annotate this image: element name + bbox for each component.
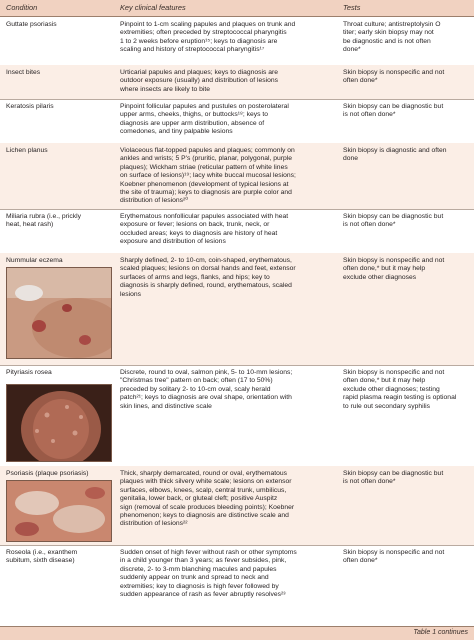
features-cell: Sharply defined, 2- to 10-cm, coin-shaped, erythematous, scaled plaques; lesions on dorsal hands and feet, extensor surfaces of arms and legs, flanks, and hips; key to diagnosis is sharply defined, round, erythematous, scaled lesions <box>120 257 296 298</box>
features-cell: Pinpoint to 1-cm scaling papules and plaques on trunk and extremities; often preceded by streptococcal pharyngitis 1 to 2 weeks before eruption¹⁵; keys to diagnosis are scaling and history of streptococcal pharyngitis¹⁷ <box>120 21 296 54</box>
header-condition: Condition <box>6 3 38 12</box>
header-tests: Tests <box>343 3 361 12</box>
table-header <box>0 0 474 17</box>
condition-cell: Lichen planus <box>6 147 48 154</box>
features-cell: Discrete, round to oval, salmon pink, 5- to 10-mm lesions; "Christmas tree" pattern on back; often (17 to 50%) preceded by solitary 2- to 10-cm oval, scaly herald patch²¹; keys to diagnosis are oval shape, orientation with skin lines, and distinctive scale <box>120 369 293 410</box>
features-cell: Erythematous nonfollicular papules associated with heat exposure or fever; lesions on back, trunk, neck, or occluded areas; keys to diagnosis are history of heat exposure and distribution of lesions <box>120 213 289 246</box>
table-continues-note: Table 1 continues <box>413 629 468 636</box>
tests-cell: Skin biopsy can be diagnostic but is not often done* <box>343 213 444 229</box>
table-row <box>0 143 474 210</box>
table-row <box>0 365 474 467</box>
tests-cell: Skin biopsy is diagnostic and often done <box>343 147 447 163</box>
condition-cell: Nummular eczema <box>6 257 63 264</box>
table-row <box>0 65 474 100</box>
tests-cell: Skin biopsy can be diagnostic but is not often done* <box>343 103 444 119</box>
condition-cell: Insect bites <box>6 69 41 76</box>
tests-cell: Skin biopsy is nonspecific and not often done* <box>343 549 445 565</box>
tests-cell: Skin biopsy is nonspecific and not often done,* but it may help exclude other diagnoses; testing rapid plasma reagin testing is optional to rule out secondary syphilis <box>343 369 457 410</box>
tests-cell: Skin biopsy is nonspecific and not often done* <box>343 69 445 85</box>
condition-cell: Psoriasis (plaque psoriasis) <box>6 470 89 477</box>
condition-cell: Pityriasis rosea <box>6 369 52 376</box>
features-cell: Violaceous flat-topped papules and plaques; commonly on ankles and wrists; 5 P's (pruritic, planar, polygonal, purple plaques); Wickham striae (reticular pattern of white lines on surface of lesions)¹⁹; lacy white buccal mucosal lesions; Koebner phenomenon (development of typical lesions at the site of trauma); keys to diagnosis are purple color and distribution of lesions²⁰ <box>120 147 296 205</box>
table-row <box>0 209 474 254</box>
features-cell: Urticarial papules and plaques; keys to diagnosis are outdoor exposure (usually) and distribution of lesions where insects are likely to bite <box>120 69 278 93</box>
table-row <box>0 17 474 66</box>
table-row <box>0 99 474 144</box>
header-key-clinical-features: Key clinical features <box>120 3 186 12</box>
tests-cell: Skin biopsy is nonspecific and not often done,* but it may help exclude other diagnoses <box>343 257 445 281</box>
table-row <box>0 545 474 626</box>
tests-cell: Skin biopsy can be diagnostic but is not often done* <box>343 470 444 486</box>
condition-cell: Keratosis pilaris <box>6 103 54 110</box>
features-cell: Thick, sharply demarcated, round or oval, erythematous plaques with thick silvery white scale; lesions on extensor surfaces, elbows, knees, scalp, central trunk, umbilicus, genitalia, lower back, or gluteal cleft; positive Auspitz sign (removal of scale produces bleeding points); Koebner phenomenon; keys to diagnosis are distinctive scale and distribution of lesions²² <box>120 470 295 528</box>
plaque-psoriasis-photo <box>6 480 112 542</box>
table-footer <box>0 626 474 640</box>
condition-cell: Miliaria rubra (i.e., prickly heat, heat rash) <box>6 213 82 229</box>
condition-cell: Roseola (i.e., exanthem subitum, sixth disease) <box>6 549 78 565</box>
pityriasis-rosea-photo <box>6 384 112 462</box>
features-cell: Pinpoint follicular papules and pustules on posterolateral upper arms, cheeks, thighs, or buttocks¹⁸; keys to diagnosis are upper arm distribution, absence of comedones, and tiny palpable lesions <box>120 103 289 136</box>
condition-cell: Guttate psoriasis <box>6 21 57 28</box>
features-cell: Sudden onset of high fever without rash or other symptoms in a child younger than 3 years; as fever subsides, pink, discrete, 2- to 3-mm blanching macules and papules suddenly appear on trunk and spread to neck and extremities; key to diagnosis is high fever followed by sudden appearance of rash as fever abruptly resolves²³ <box>120 549 297 599</box>
table-row <box>0 253 474 366</box>
tests-cell: Throat culture; antistreptolysin O titer; early skin biopsy may not be diagnostic and is not often done* <box>343 21 441 54</box>
nummular-eczema-photo <box>6 267 112 359</box>
table-row <box>0 466 474 546</box>
